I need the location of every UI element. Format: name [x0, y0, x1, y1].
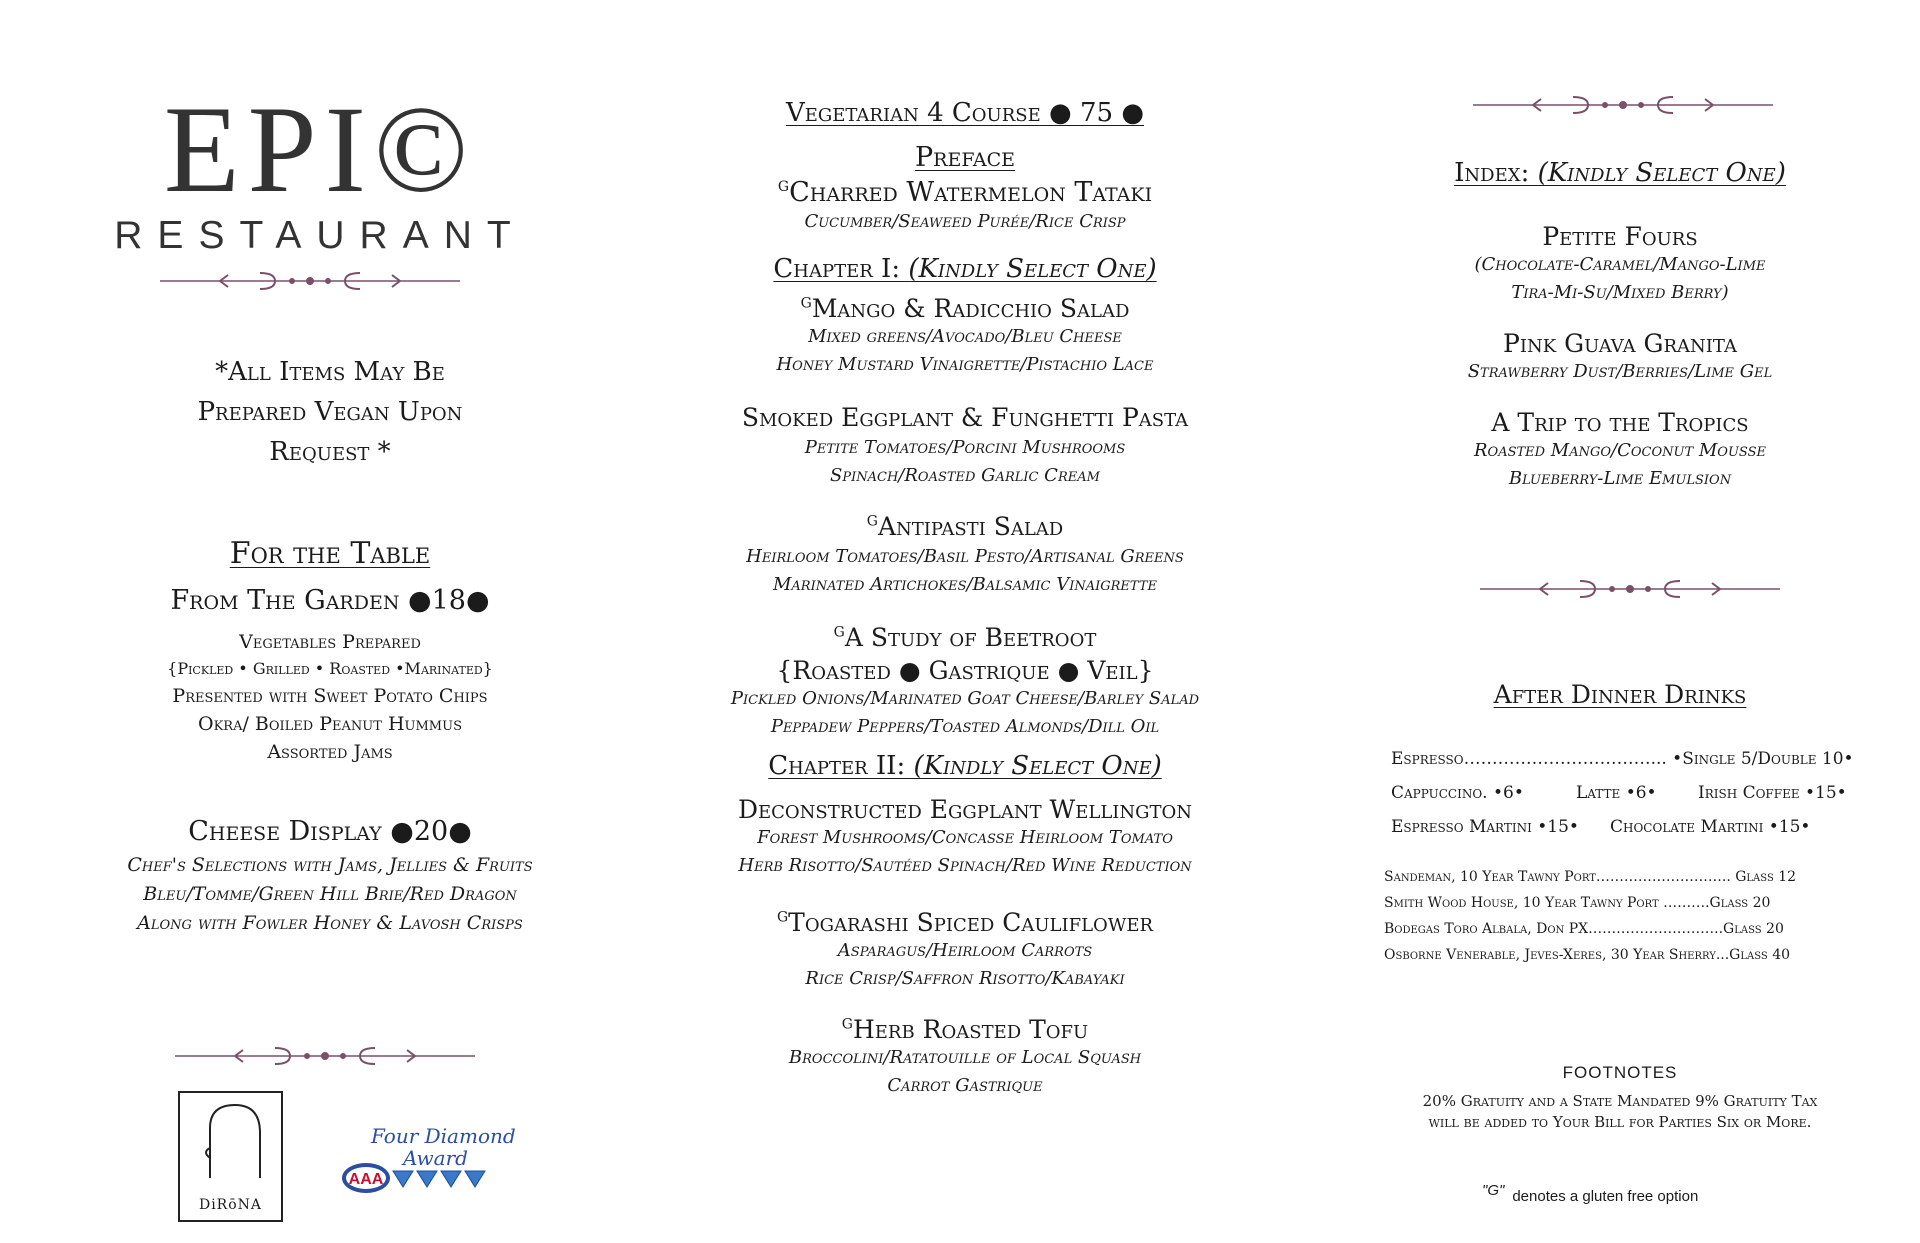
vegan-note: *All Items May Be Prepared Vegan Upon Request * [197, 357, 463, 467]
dish-wellington: Deconstructed Eggplant Wellington [737, 795, 1193, 824]
drink-row-martini: Espresso Martini •15• Chocolate Martini •15• [1391, 817, 1811, 837]
aaa-award [341, 1125, 516, 1195]
footnotes-body: 20% Gratuity and a State Mandated 9% Gratuity Tax will be added to Your Bill for Parties Six or More. [1422, 1092, 1818, 1131]
head-profile-icon [180, 1093, 281, 1193]
dessert-granita: Pink Guava Granita [1503, 329, 1737, 358]
footnotes [1400, 1063, 1840, 1133]
dish-pasta: Smoked Eggplant & Funghetti Pasta [741, 403, 1189, 432]
port-list [1384, 864, 1864, 968]
dish-watermelon: $^G$Charred Watermelon Tataki [777, 177, 1153, 208]
drink-espresso: Espresso……………………………... •Single 5/Double 10• [1391, 749, 1854, 769]
dish-beetroot: $^G$A Study of Beetroot [833, 623, 1097, 652]
port-item: Smith Wood House, 10 Year Tawny Port ……….Glass 20 [1384, 895, 1771, 911]
svg-text:AAA: AAA [348, 1171, 384, 1188]
chapter-2-title: Chapter II: (Kindly Select One) [768, 751, 1162, 781]
diamonds-icon [391, 1165, 486, 1191]
dirona-label: DiRōNA [198, 1197, 263, 1213]
dish-antipasti: $^G$Antipasti Salad [866, 512, 1064, 541]
port-item: Osborne Venerable, Jeves-Xeres, 30 Year Sherry...Glass 40 [1384, 947, 1791, 963]
dish-mango: $^G$Mango & Radicchio Salad [800, 294, 1130, 323]
dish-cauliflower: $^G$Togarashi Spiced Cauliflower [776, 908, 1154, 937]
ornament-divider-icon [160, 268, 460, 294]
port-item: Sandeman, 10 Year Tawny Port……………………….. Glass 12 [1384, 869, 1797, 885]
cheese-title: Cheese Display ●20● [188, 816, 472, 847]
logo-sub: RESTAURANT [114, 214, 526, 257]
coffee-list [1391, 742, 1861, 844]
logo-main: EPI© [163, 81, 477, 218]
chapter-1-title: Chapter I: (Kindly Select One) [773, 254, 1157, 284]
dirona-badge [178, 1091, 283, 1222]
port-item: Bodegas Toro Albala, Don PX………………………..Glass 20 [1384, 921, 1784, 937]
dessert-petite-fours: Petite Fours [1542, 222, 1698, 251]
vegetarian-menu: Vegetarian 4 Course ● 75 ● Preface $^G$Charred Watermelon Tataki Cucumber/Seaweed Purée/Rice Crisp Chapter I: (Kindly Select One) $^G$Mango & Radicchio Salad Mixed greens/Avocado/Bleu Cheese Honey Mustard Vinaigrette/Pistachio Lace Smoked Eggplant & Funghetti Pasta Petite Tomatoes/Porcini Mushrooms Spinach/Roasted Garlic Cream $^G$Antipasti Salad Heirloom Tomatoes/Basil Pesto/Artisanal Greens Marinated Artichokes/Balsamic Vinaigrette $^G$A Study of Beetroot {Roasted ● Gastrique ● Veil} Pickled Onions/Marinated Goat Cheese/Barley Salad Peppadew Peppers/Toasted Almonds/Dill Oil Chapter II: (Kindly Select One) Deconstructed Eggplant Wellington Forest Mushrooms/Concasse Heirloom Tomato Herb Risotto/Sautéed Spinach/Red Wine Reduction $^G$Togarashi Spiced Cauliflower Asparagus/Heirloom Carrots Rice Crisp/Saffron Risotto/Kabayaki $^G$Herb Roasted Tofu Broccolini/Ratatouille of Local Squash Carrot Gastrique [650, 98, 1280, 1100]
drink-row-coffee: Cappuccino. •6• Latte •6• Irish Coffee •15• [1391, 783, 1847, 803]
footnotes-title: FOOTNOTES [1562, 1063, 1678, 1082]
dish-tofu: $^G$Herb Roasted Tofu [841, 1015, 1089, 1044]
preface-title: Preface [914, 142, 1015, 173]
table-title: For the Table [229, 536, 431, 571]
gluten-free-note: "G" denotes a gluten free option [1482, 1182, 1699, 1205]
restaurant-logo [100, 81, 540, 258]
for-the-table-section: For the Table From The Garden ●18● Vegetables Prepared {Pickled • Grilled • Roasted •Marinated} Presented with Sweet Potato Chips Okra/ Boiled Peanut Hummus Assorted Jams Cheese Display ●20● Chef's Selections with Jams, Jellies & Fruits Bleu/Tomme/Green Hill Brie/Red Dragon Along with Fowler Honey & Lavosh Crisps [100, 536, 560, 938]
ornament-divider-icon [1473, 92, 1773, 118]
drinks-title: After Dinner Drinks [1493, 680, 1747, 709]
ornament-divider-icon [1480, 576, 1780, 602]
garden-title: From The Garden ●18● [170, 585, 490, 616]
index-title: Index: (Kindly Select One) [1454, 158, 1786, 188]
menu-title: Vegetarian 4 Course ● 75 ● [785, 98, 1145, 128]
drinks-title-wrap [1380, 680, 1860, 709]
dessert-section: Index: (Kindly Select One) Petite Fours (Chocolate-Caramel/Mango-Lime Tira-Mi-Su/Mixed Berry) Pink Guava Granita Strawberry Dust/Berries/Lime Gel A Trip to the Tropics Roasted Mango/Coconut Mousse Blueberry-Lime Emulsion [1380, 158, 1860, 493]
aaa-logo-icon [341, 1161, 391, 1195]
dessert-tropics: A Trip to the Tropics [1491, 408, 1749, 437]
aaa-award-text: Four Diamond Award [371, 1124, 516, 1170]
ornament-divider-icon [175, 1043, 475, 1069]
